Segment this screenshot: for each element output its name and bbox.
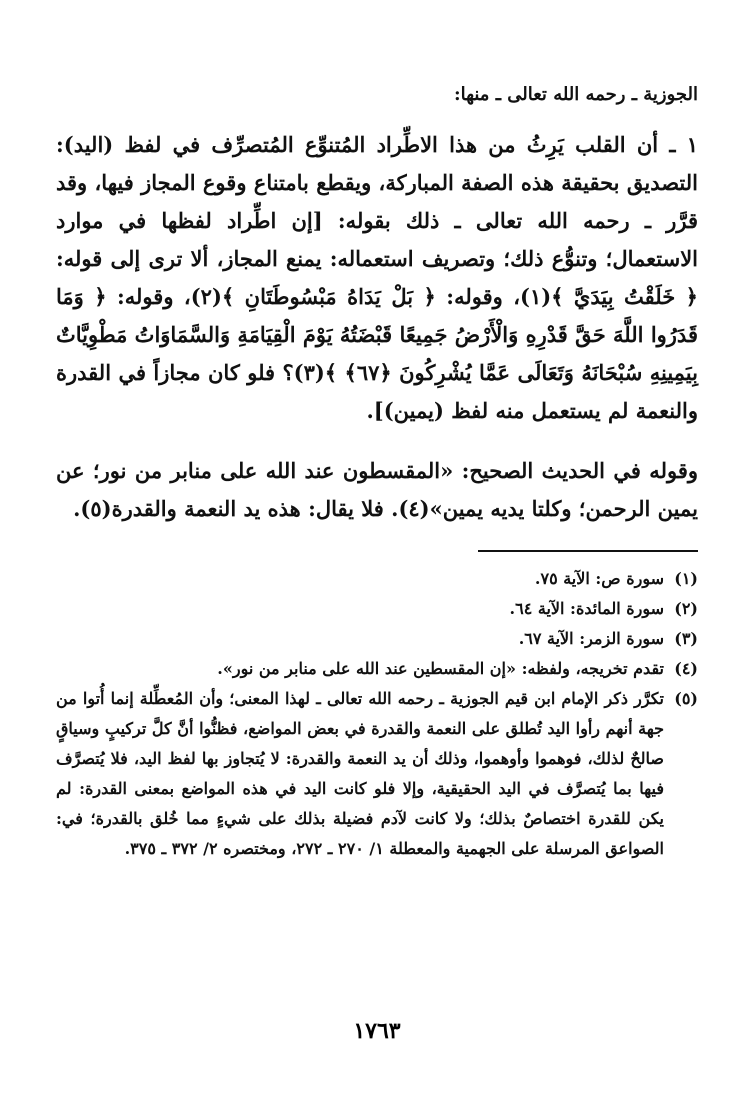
document-page xyxy=(56,80,698,864)
page-number: ١٧٦٣ xyxy=(353,1018,401,1044)
footnote-4 xyxy=(56,654,698,684)
footnote-text: تكرَّر ذكر الإمام ابن قيم الجوزية ـ رحمه الله تعالى ـ لهذا المعنى؛ وأن المُعطِّلة إنما أُتوا من جهة أنهم رأوا اليد تُطلق على النعمة والقدرة في بعض المواضع، فظنُّوا أنَّ كلَّ تركيبٍ وسياقٍ صالحٌ لذلك، فوهموا وأوهموا، وذلك أن يد النعمة والقدرة: لا يُتجاوز بها لفظ اليد، فلا يُتصرَّف فيها بما يُتصرَّف في اليد الحقيقية، وإلا فلو كانت اليد في هذه المواضع بمعنى القدرة: لم يكن للقدرة اختصاصٌ بذلك؛ ولا كانت لآدم فضيلة بذلك على شيءٍ مما خُلق بالقدرة؛ في: الصواعق المرسلة على الجهمية والمعطلة ١/ ٢٧٠ ـ ٢٧٢، ومختصره ٢/ ٣٧٢ ـ ٣٧٥. xyxy=(56,689,664,858)
footnote-3 xyxy=(56,624,698,654)
footnote-number: (١) xyxy=(674,569,698,588)
footnote-text: سورة الزمر: الآية ٦٧. xyxy=(518,629,664,648)
footnote-5 xyxy=(56,684,698,864)
main-text xyxy=(56,126,698,528)
footnote-text: سورة المائدة: الآية ٦٤. xyxy=(509,599,664,618)
footnote-number: (٢) xyxy=(674,599,698,618)
footnote-text: تقدم تخريجه، ولفظه: «إن المقسطين عند الله على منابر من نور». xyxy=(217,659,664,678)
running-header: الجوزية ـ رحمه الله تعالى ـ منها: xyxy=(453,84,698,105)
footnote-separator xyxy=(478,550,698,552)
footnote-1 xyxy=(56,564,698,594)
footnote-number: (٥) xyxy=(674,689,698,708)
footnotes xyxy=(56,564,698,864)
footnote-number: (٤) xyxy=(674,659,698,678)
footnote-2 xyxy=(56,594,698,624)
footnote-text: سورة ص: الآية ٧٥. xyxy=(534,569,664,588)
body-paragraph-2: وقوله في الحديث الصحيح: «المقسطون عند الله على منابر من نور؛ عن يمين الرحمن؛ وكلتا يديه يمين»(٤). فلا يقال: هذه يد النعمة والقدرة(٥). xyxy=(56,458,698,521)
body-paragraph-1: ١ ـ أن القلب يَرِثُ من هذا الاطِّراد المُتنوِّع المُتصرِّف في لفظ (اليد): التصديق بحقيقة هذه الصفة المباركة، ويقطع بامتناع وقوع المجاز فيها، وقد قرَّر ـ رحمه الله تعالى ـ ذلك بقوله: [إن اطِّراد لفظها في موارد الاستعمال؛ وتنوُّع ذلك؛ وتصريف استعماله: يمنع المجاز، ألا ترى إلى قوله: ﴿ خَلَقْتُ بِيَدَيَّ ﴾(١)، وقوله: ﴿ بَلْ يَدَاهُ مَبْسُوطَتَانِ ﴾(٢)، وقوله: ﴿ وَمَا قَدَرُوا اللَّهَ حَقَّ قَدْرِهِ وَالْأَرْضُ جَمِيعًا قَبْضَتُهُ يَوْمَ الْقِيَامَةِ وَالسَّمَاوَاتُ مَطْوِيَّاتٌ بِيَمِينِهِ سُبْحَانَهُ وَتَعَالَى عَمَّا يُشْرِكُونَ ﴿٦٧﴾ ﴾(٣)؟ فلو كان مجازاً في القدرة والنعمة لم يستعمل منه لفظ (يمين)]. xyxy=(56,132,698,423)
footnote-number: (٣) xyxy=(674,629,698,648)
